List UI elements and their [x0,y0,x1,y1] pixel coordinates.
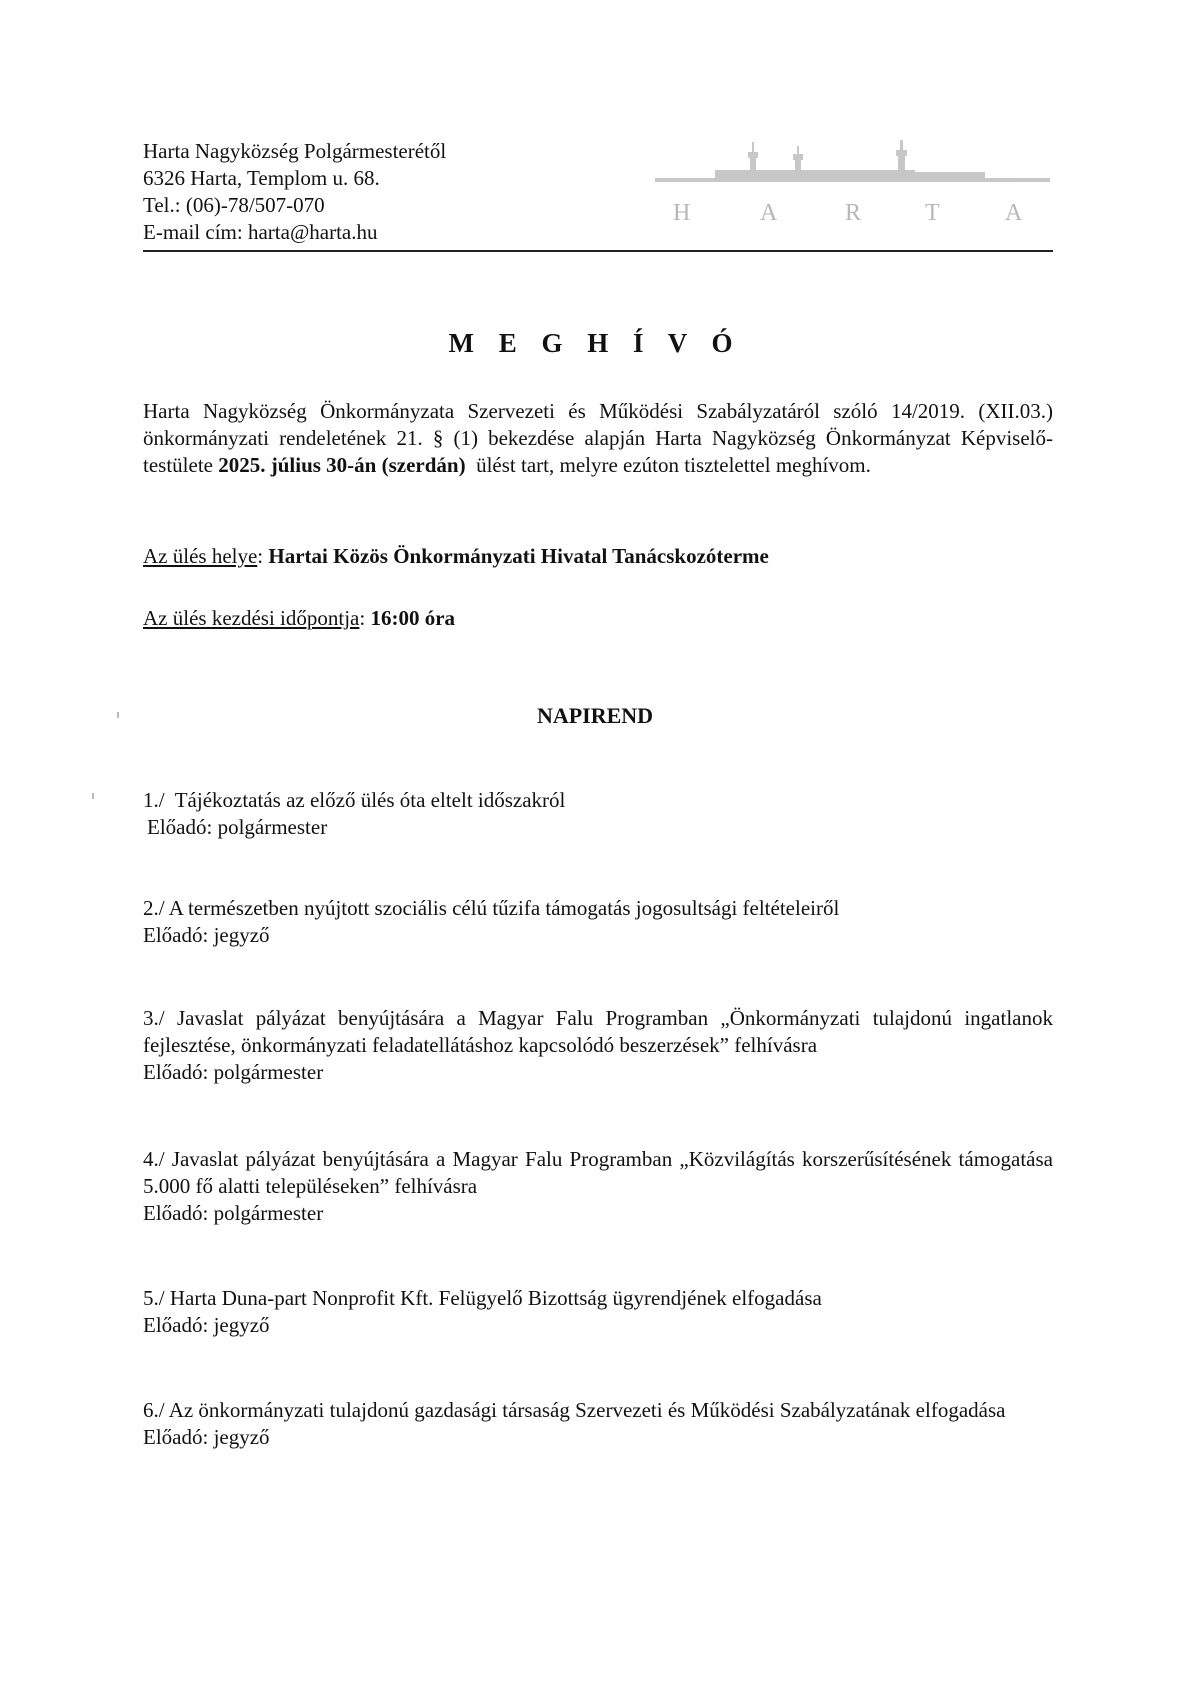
agenda-item [143,1285,1053,1339]
agenda-item-number: 6./ [143,1398,165,1422]
agenda-item-title: 5./ Harta Duna-part Nonprofit Kft. Felügyelő Bizottság ügyrendjének elfogadása [143,1286,822,1310]
harta-skyline-icon [655,138,1050,230]
agenda-heading: NAPIREND [536,703,654,728]
agenda-item-title: 4./ Javaslat pályázat benyújtására a Magyar Falu Programban „Közvilágítás korszerűsítésének támogatása 5.000 fő alatti településeken” felhívásra [143,1147,1053,1198]
sender-email: E-mail cím: harta@harta.hu [143,220,378,244]
agenda-item-number: 1./ [143,788,165,812]
agenda-item-title: 3./ Javaslat pályázat benyújtására a Magyar Falu Programban „Önkormányzati tulajdonú ingatlanok fejlesztése, önkormányzati feladatellátáshoz kapcsolódó beszerzések” felhívásra [143,1006,1053,1057]
agenda-item [143,1397,1053,1451]
agenda-item-number: 4./ [143,1147,165,1171]
header-divider [143,250,1053,252]
agenda-item-title: 2./ A természetben nyújtott szociális célú tűzifa támogatás jogosultsági feltételeiről [143,896,840,920]
intro-text-after: ülést tart, melyre ezúton tisztelettel meghívom. [465,453,871,477]
meeting-date: 2025. július 30-án (szerdán) [218,453,466,477]
agenda-item [143,895,1053,949]
scan-artifact [92,793,94,799]
intro-paragraph [143,398,1053,479]
place-value: Hartai Közös Önkormányzati Hivatal Tanácskozóterme [268,544,769,568]
agenda-item [143,1005,1053,1086]
document-title: M E G H Í V Ó [448,328,742,358]
agenda-item-presenter: Előadó: polgármester [143,1060,324,1084]
logo-letter-r: R [845,200,862,226]
agenda-item [143,787,1053,841]
meeting-place: Az ülés helye: Hartai Közös Önkormányzati Hivatal Tanácskozóterme [143,544,769,568]
agenda-item-presenter: Előadó: jegyző [143,1425,270,1449]
time-value: 16:00 óra [370,606,456,630]
intro-text-before: Harta Nagyközség Önkormányzata Szervezeti és Működési Szabályzatáról szóló 14/2019. (XII.03.) önkormányzati rendeletének 21. § (1) bekezdése alapján Harta Nagyközség Önkormányzat Képviselő-testülete [143,399,1053,477]
place-label: Az ülés helye [143,544,258,568]
agenda-item-presenter: Előadó: jegyző [143,1313,270,1337]
agenda-item-number: 2./ [143,896,165,920]
agenda-item-number: 3./ [143,1006,165,1030]
agenda-item-number: 5./ [143,1286,165,1310]
agenda-item-title: 6./ Az önkormányzati tulajdonú gazdasági társaság Szervezeti és Működési Szabályzatának elfogadása [143,1398,1006,1422]
meeting-time: Az ülés kezdési időpontja: 16:00 óra [143,606,456,630]
logo-letter-a1: A [760,200,778,226]
agenda-item-presenter: Előadó: polgármester [147,815,328,839]
logo-letter-t: T [925,200,940,226]
harta-logo [655,138,1050,230]
agenda-item-presenter: Előadó: polgármester [143,1201,324,1225]
logo-letter-a2: A [1005,200,1023,226]
time-label: Az ülés kezdési időpontja [143,606,360,630]
sender-name: Harta Nagyközség Polgármesterétől [143,139,447,163]
sender-phone: Tel.: (06)-78/507-070 [143,193,325,217]
agenda-item-title: 1./ Tájékoztatás az előző ülés óta eltelt időszakról [143,788,566,812]
sender-address: 6326 Harta, Templom u. 68. [143,166,380,190]
agenda-item [143,1146,1053,1227]
scan-artifact [117,712,119,718]
logo-letter-h: H [673,200,691,226]
agenda-item-presenter: Előadó: jegyző [143,923,270,947]
